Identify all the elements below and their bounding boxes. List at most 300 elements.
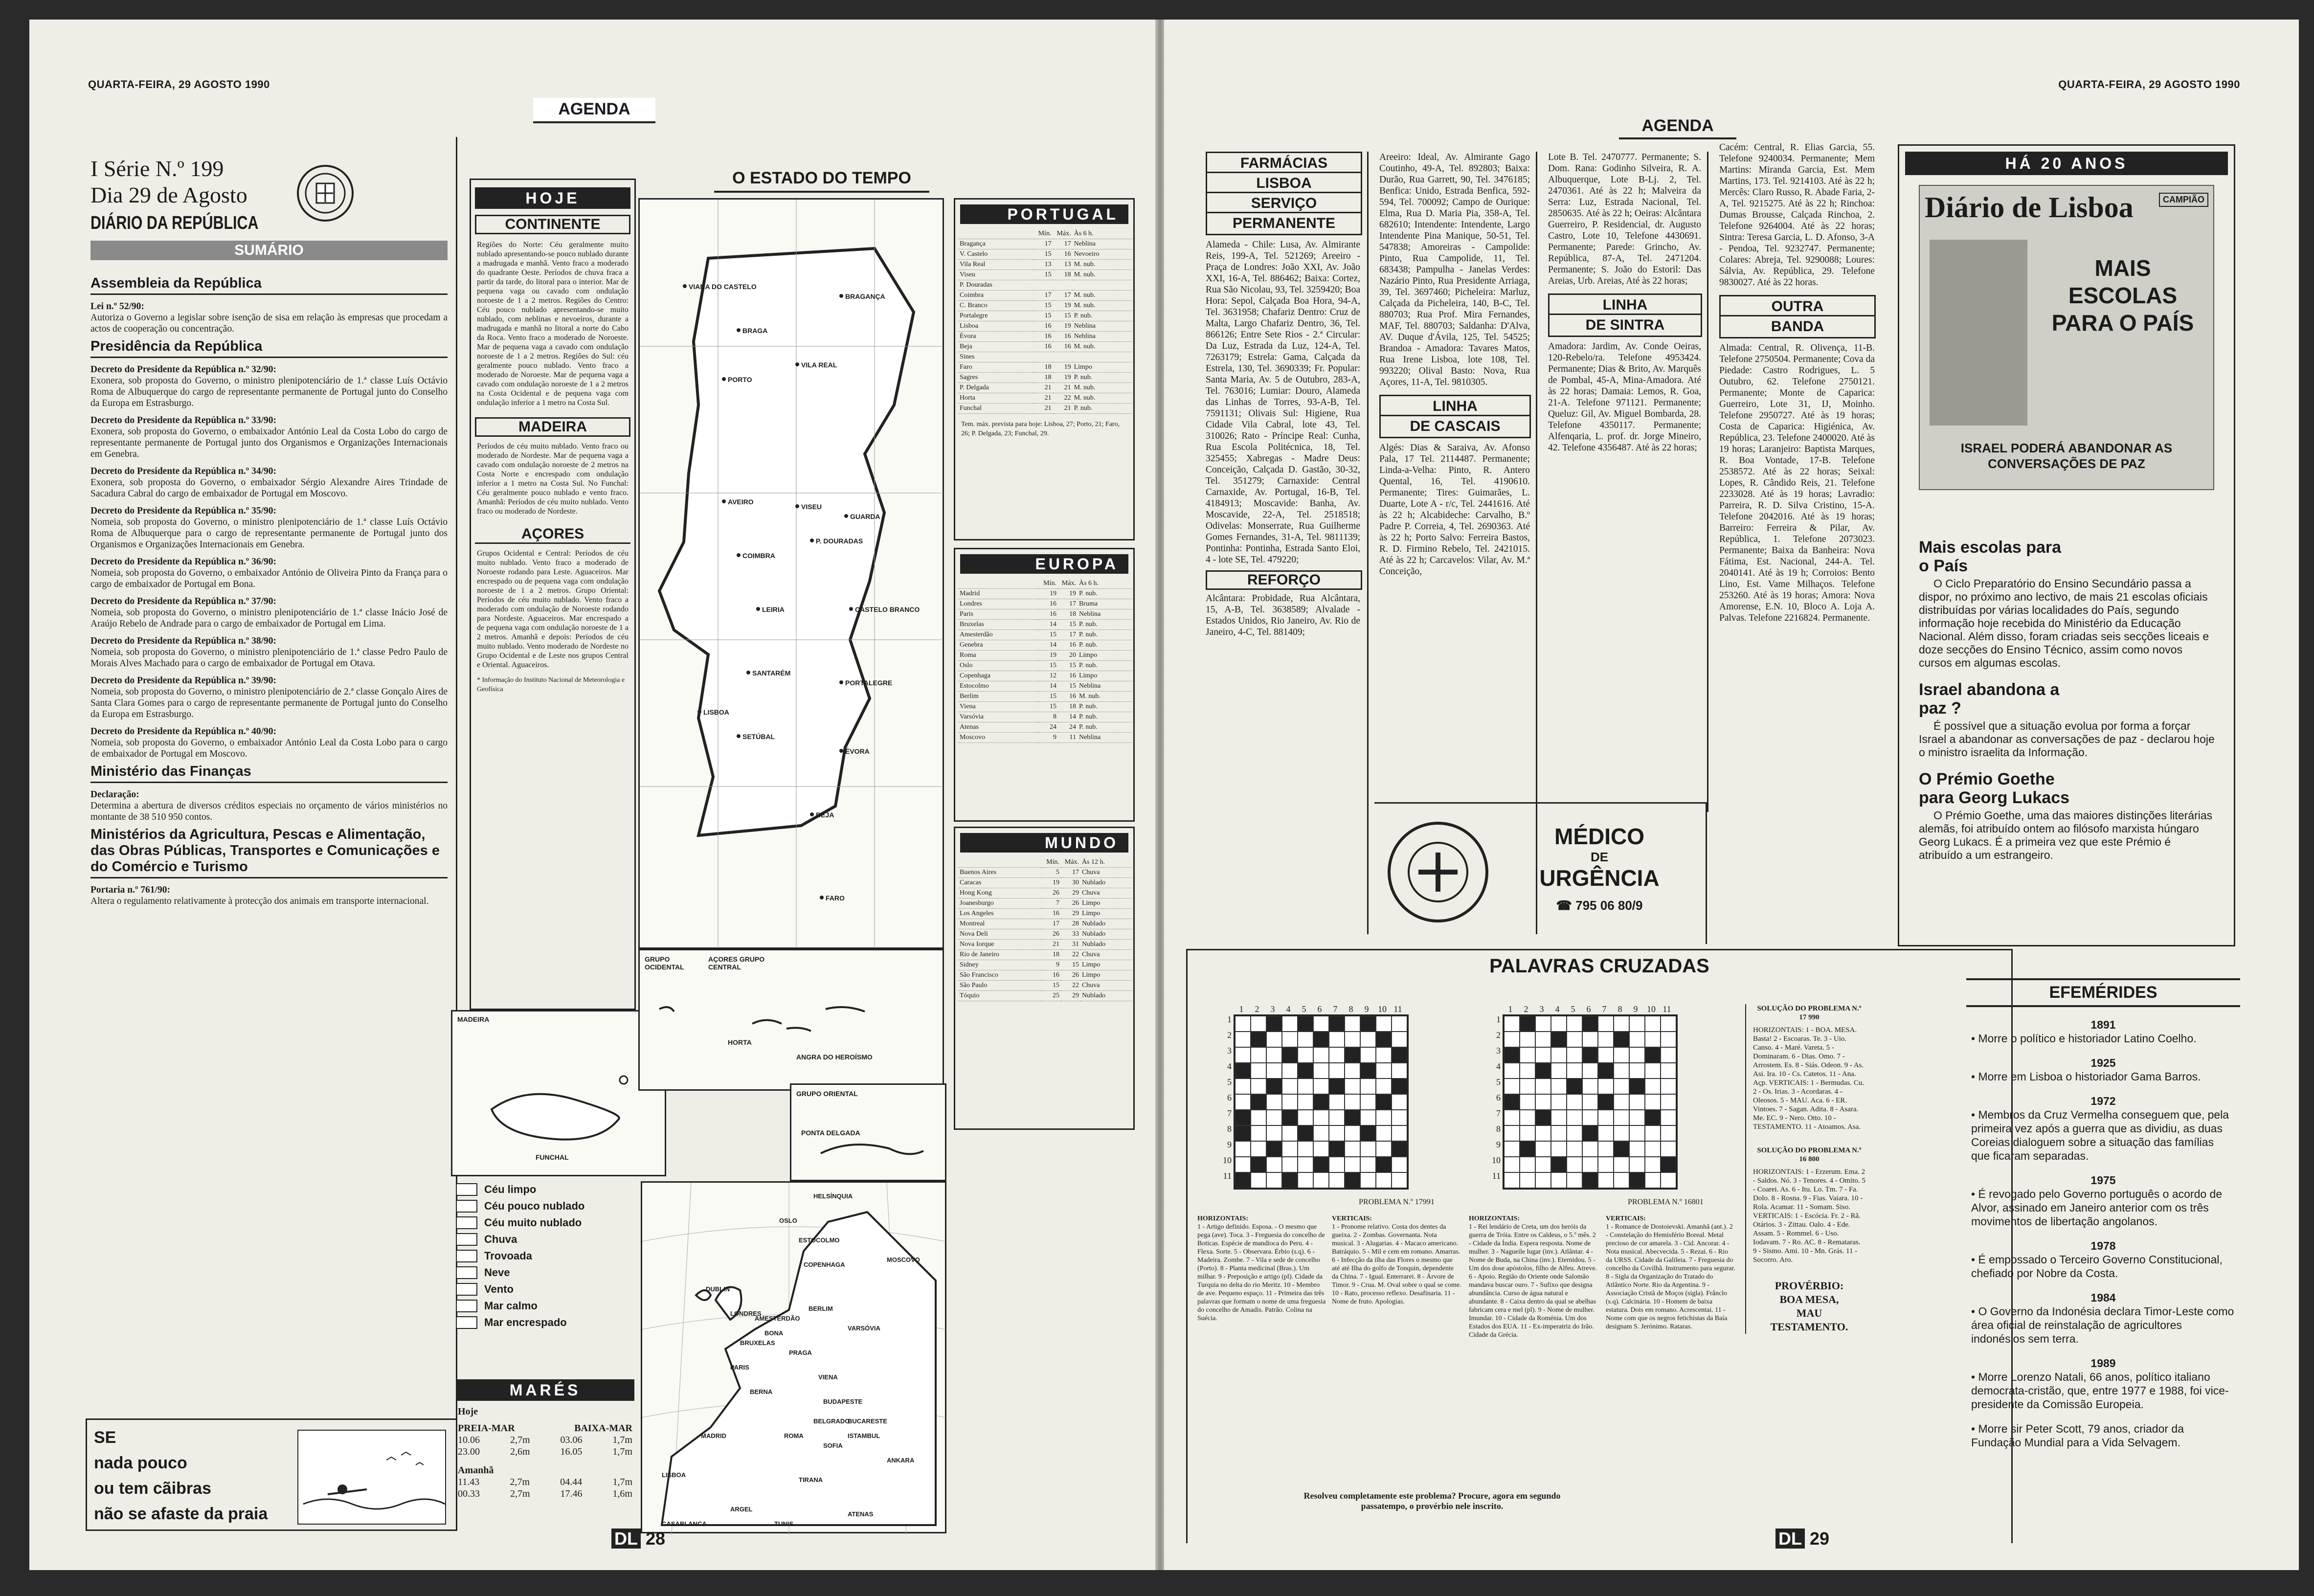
mares-value: 00.33 (458, 1488, 480, 1499)
crossword-black-cell (1329, 1079, 1345, 1094)
efemerides-title: EFEMÉRIDES (1966, 978, 2240, 1007)
europe-city-label: MADRID (701, 1432, 726, 1439)
weather-table-cell: 13 (1053, 260, 1073, 270)
outra-banda-title-2: BANDA (1771, 318, 1824, 335)
weather-table-cell: Tóquio (958, 991, 1041, 1001)
right-page-date: QUARTA-FEIRA, 29 AGOSTO 1990 (2058, 78, 2240, 90)
farmacias-text-4: Cacém: Central, R. Elias Garcia, 55. Telefone 9240034. Permanente; Mem Martins: Miranda Garcia, Est. Mem Martins, 173. Tel. 9214103. Até às 22 h; Mercês: Claro Russo, R. Abade Faria, 2-A, Tel. 9215275. Até às 22 h; Rinchoa: Dumas Brousse, Calçada Rinchoa, 2. Telefone 9264004. Até às 22 horas; Sintra: Teresa Garcia, L. D. Afonso, 3-A - Pendoa, Tel. 9232747. Permanente; Colares: Abreja, Tel. 9290088; Loures: Sálvia, Av. República, 29. Telefone 9830027. Até às 22 horas. (1719, 142, 1875, 288)
crossword-white-cell (1360, 1110, 1376, 1125)
legend-label: Mar encrespado (484, 1316, 567, 1328)
dl-logo-left: DL (611, 1529, 641, 1549)
crossword-black-cell (1235, 1063, 1251, 1079)
weather-table-cell: 16 (1053, 342, 1073, 352)
weather-table-cell: 15 (1038, 692, 1058, 702)
crossword-white-cell (1535, 1094, 1551, 1110)
crossword-white-cell (1645, 1016, 1661, 1032)
crossword-white-cell (1551, 1079, 1567, 1094)
crossword-white-cell (1551, 1047, 1567, 1063)
crossword-black-cell (1661, 1157, 1676, 1172)
weather-table-cell: 26 (1061, 970, 1080, 981)
weather-table-cell: Bruma (1078, 599, 1132, 609)
mares-box (451, 1374, 639, 1531)
weather-table-cell: 21 (1033, 383, 1053, 393)
clipping-photo (1930, 240, 2027, 426)
weather-table-row (958, 342, 1132, 352)
map-city-label: SANTARÉM (752, 669, 791, 677)
map-city-dot (697, 710, 701, 714)
proverbio-3: MAU (1796, 1307, 1822, 1319)
farmacias-col-1 (1201, 152, 1369, 934)
crossword-black-cell (1551, 1032, 1567, 1047)
crossword-white-cell (1298, 1110, 1313, 1125)
weather-table-row (958, 651, 1132, 661)
europe-city-label: HELSÍNQUIA (813, 1192, 853, 1200)
crossword-white-cell (1645, 1079, 1661, 1094)
crossword-black-cell (1582, 1125, 1598, 1141)
crossword-col-number: 4 (1555, 1004, 1560, 1014)
europe-city-label: ESTOCOLMO (799, 1236, 840, 1244)
efemeride-text: • Membros da Cruz Vermelha conseguem que, pela primeira vez após a guerra que as dividiu, as duas Coreias dialoguem sobre a situação das famílias que ficaram separadas. (1971, 1108, 2229, 1162)
map-city-label: VIANA DO CASTELO (689, 283, 757, 291)
weather-table-cell: Londres (958, 599, 1038, 609)
decree-title: Lei n.º 52/90: (90, 301, 144, 312)
weather-table-cell: M. nub. (1078, 692, 1132, 702)
efemeride-year: 1891 (2090, 1018, 2116, 1031)
weather-table-row (958, 878, 1132, 888)
weather-table-row (958, 640, 1132, 651)
crossword-black-cell (1504, 1094, 1520, 1110)
weather-table-cell: 19 (1038, 651, 1058, 661)
weather-table-cell: Chuva (1080, 981, 1132, 991)
medico-line-2: DE (1590, 850, 1609, 864)
crossword-white-cell (1582, 1063, 1598, 1079)
weather-table-cell: Caracas (958, 878, 1041, 888)
europe-city-label: LONDRES (730, 1310, 762, 1317)
clipping-bottom-headline: ISRAEL PODERÁ ABANDONAR AS CONVERSAÇÕES DE PAZ (1960, 441, 2173, 471)
crossword-white-cell (1629, 1141, 1645, 1157)
weather-table-cell (1033, 352, 1053, 362)
map-city-dot (795, 362, 799, 366)
legend-symbol-icon (456, 1316, 477, 1329)
crossword-white-cell (1598, 1047, 1614, 1063)
weather-table-cell: 15 (1033, 311, 1053, 321)
crossword-white-cell (1235, 1047, 1251, 1063)
crossword-white-cell (1582, 1032, 1598, 1047)
map-city-label: BRAGANÇA (845, 292, 885, 300)
crossword-white-cell (1251, 1063, 1266, 1079)
crossword-black-cell (1535, 1110, 1551, 1125)
weather-table-cell: 15 (1058, 681, 1078, 692)
weather-table-cell: 16 (1053, 249, 1073, 260)
crossword-white-cell (1376, 1172, 1392, 1188)
medico-urgencia-box (1374, 802, 1707, 944)
map-city-dot (756, 607, 760, 611)
crossword-white-cell (1535, 1047, 1551, 1063)
dl-logo-right: DL (1775, 1529, 1805, 1549)
crossword-white-cell (1298, 1157, 1313, 1172)
crossword-white-cell (1360, 1094, 1376, 1110)
weather-table-cell: Neblina (1078, 609, 1132, 620)
crossword-col-number: 2 (1255, 1004, 1259, 1014)
page-number-left: 28 (646, 1529, 666, 1549)
crossword-white-cell (1661, 1141, 1676, 1157)
crossword-row-number: 2 (1227, 1030, 1232, 1040)
efemeride-year: 1978 (2090, 1239, 2116, 1252)
crossword-white-cell (1661, 1125, 1676, 1141)
weather-table-row (958, 929, 1132, 940)
weather-table-cell: Sines (958, 352, 1033, 362)
crossword-white-cell (1313, 1125, 1329, 1141)
crossword-black-cell (1614, 1032, 1629, 1047)
weather-table-row (958, 280, 1132, 291)
story-headline: O Prémio Goethe para Georg Lukacs (1919, 770, 2070, 807)
weather-table-cell: 16 (1033, 321, 1053, 332)
crossword-white-cell (1614, 1016, 1629, 1032)
mundo-band: MUNDO (960, 833, 1128, 853)
weather-table-cell: Viena (958, 702, 1038, 712)
weather-table-cell: M. nub. (1073, 301, 1132, 311)
crossword-white-cell (1282, 1016, 1298, 1032)
weather-table-row (958, 291, 1132, 301)
europe-city-label: VIENA (818, 1373, 838, 1381)
decree-body: Exonera, sob proposta do Governo, o ministro plenipotenciário de 1.ª classe Luís Octávio Roma de Albuquerque do cargo de representante permanente de Portugal junto do Conselho da Europa em Estrasburgo. (90, 376, 448, 408)
mares-value: 1,7m (612, 1446, 632, 1457)
map-city-label: COIMBRA (742, 552, 775, 560)
acores-map (638, 949, 944, 1091)
map-city-dot (849, 607, 853, 611)
crossword-white-cell (1313, 1141, 1329, 1157)
crossword-white-cell (1567, 1141, 1582, 1157)
weather-table-cell: 31 (1061, 940, 1080, 950)
weather-table-cell: Limpo (1078, 671, 1132, 681)
weather-table-cell (1073, 352, 1132, 362)
crossword-white-cell (1266, 1094, 1282, 1110)
diario-serie: I Série N.º 199 (90, 156, 224, 181)
weather-table-cell: Berlim (958, 692, 1038, 702)
crossword-white-cell (1313, 1172, 1329, 1188)
weather-table-cell: P. nub. (1073, 404, 1132, 414)
mares-value: 2,6m (510, 1446, 530, 1457)
crossword-white-cell (1504, 1063, 1520, 1079)
crossword-white-cell (1567, 1172, 1582, 1188)
weather-table-cell: P. nub. (1078, 712, 1132, 722)
weather-table-row (958, 702, 1132, 712)
weather-table-cell: Limpo (1080, 899, 1132, 909)
legend-symbol-icon (456, 1283, 477, 1296)
decree-title: Decreto do Presidente da República n.º 38/90: (90, 636, 276, 646)
baixa-mar-label: BAIXA-MAR (574, 1423, 632, 1434)
crossword-grid-2 (1486, 1004, 1678, 1190)
crossword-black-cell (1329, 1141, 1345, 1157)
crossword-col-number: 4 (1286, 1004, 1291, 1014)
crossword-white-cell (1376, 1110, 1392, 1125)
legend-symbol-icon (456, 1266, 477, 1279)
outra-banda-text: Almada: Central, R. Olivença, 11-B. Telefone 2750504. Permanente; Cova da Piedade: Castro Rodrigues, L. 5 Outubro, 62. Telefone 2750121. Permanente; Monte de Caparica: Guerreiro, Lote 31, IJ, Moinho. Telefone 2950727. Até às 19 horas; Costa de Caparica: Higiénica, Av. República, 23. Telefone 2400020. Até às 19 horas; Laranjeiro: Baptista Marques, R. Boa Vontade, 17-B. Telefone 2538572. Até às 22 horas; Seixal: Lopes, R. Cândido Reis, 21. Telefone 2233028. Até às 19 horas; Lavradio: Parreira, R. D. Silva Cristino, 15-A. Telefone 2042016. Até às 19 horas; Barreiro: Ferreira & Pilar, Av. República, 1. Telefone 2073023. Permanente; Baixa da Banheira: Nova Fátima, Est. Nacional, 244-A. Tel. 2040141. Até às 19 h; Corroios: Bento Lino, Est. Vame Milhaços. Telefone 253260. Até às 19 horas; Amora: Nova Amorense, E.N. 10, Bloco A. Loja A. Palvas. Telefone 2216824. Permanente. (1719, 343, 1875, 623)
crossword-white-cell (1598, 1079, 1614, 1094)
crossword-white-cell (1645, 1094, 1661, 1110)
crossword-white-cell (1535, 1016, 1551, 1032)
crossword-white-cell (1535, 1141, 1551, 1157)
map-city-label: LEIRIA (762, 606, 785, 613)
efemeride-text: • É revogado pelo Governo português o acordo de Alvor, assinado em Janeiro anterior com os três movimentos de libertação angolanos. (1971, 1188, 2223, 1228)
weather-table-row (958, 981, 1132, 991)
weather-table-cell: 29 (1061, 991, 1080, 1001)
weather-table-cell: Montreal (958, 919, 1041, 929)
acores-text: Grupos Ocidental e Central: Períodos de céu muito nublado. Vento fraco a moderado de Noroeste rodando para Leste. Aguaceiros. Mar encrespado ou de pequena vaga com ondulação noroeste de 1 a 2 metros. Grupo Oriental: Períodos de céu muito nublado. Vento fraco a moderado com ondulação de Noroeste rodando para Nordeste. Aguaceiros. Mar encrespado a de pequena vaga com ondulação noroeste de 1 a 2 metros. Amanhã e depois: Períodos de céu muito nublado. Vento moderado de Nordeste no Grupo Ocidental e de Leste nos grupos Central e Oriental. Aguaceiros. (477, 549, 629, 669)
crossword-white-cell (1520, 1094, 1535, 1110)
right-page (1164, 20, 2299, 1570)
crossword-white-cell (1266, 1047, 1282, 1063)
crossword-row-numbers (1217, 1014, 1234, 1190)
reforco-title: REFORÇO (1206, 570, 1362, 590)
crossword-black-cell (1567, 1079, 1582, 1094)
weather-table-cell: 17 (1041, 919, 1061, 929)
weather-table-cell: Sagres (958, 373, 1033, 383)
weather-table-row (958, 671, 1132, 681)
crossword-black-cell (1313, 1032, 1329, 1047)
crossword-white-cell (1661, 1110, 1676, 1125)
map-city-dot (810, 539, 814, 542)
weather-table-cell: 19 (1053, 321, 1073, 332)
crossword-grid (1234, 1014, 1409, 1190)
mundo-table: Mín. Máx. Às 12 h. Buenos Aires 5 17 Chuva Caracas 19 30 Nublado Hong Kong 26 29 Chuva Joanesburgo 7 26 Limpo Los Angeles 16 29 Limpo Montreal 17 28 Nublado Nova Deli 26 33 Nublado Nova Iorque 21 31 Nublado Rio de Janeiro 18 22 Chuva Sidney 9 15 Limpo São Francisco 16 26 Limpo São Paulo 15 22 Chuva Tóquio 25 29 Nublado (958, 857, 1132, 1001)
crossword-row-number: 9 (1227, 1140, 1232, 1149)
weather-table-cell: M. nub. (1073, 393, 1132, 404)
crossword-white-cell (1551, 1016, 1567, 1032)
weather-table-cell: Chuva (1080, 868, 1132, 878)
mares-value: 23.00 (458, 1446, 480, 1457)
crossword-white-cell (1313, 1110, 1329, 1125)
crossword-row-number: 1 (1227, 1014, 1232, 1024)
weather-table-cell: 15 (1053, 311, 1073, 321)
weather-table-row (958, 260, 1132, 270)
weather-table-cell: Neblina (1078, 733, 1132, 743)
weather-table-cell: Vila Real (958, 260, 1033, 270)
europe-city-label: MOSCOVO (887, 1256, 920, 1263)
crossword-white-cell (1392, 1016, 1407, 1032)
weather-table-cell: Los Angeles (958, 909, 1041, 919)
crossword-white-cell (1392, 1172, 1407, 1188)
weather-table-cell: Coimbra (958, 291, 1033, 301)
crossword-black-cell (1251, 1157, 1266, 1172)
legend-label: Neve (484, 1266, 510, 1279)
weather-table-cell: 15 (1058, 661, 1078, 671)
horizontais-2-title: HORIZONTAIS: (1469, 1215, 1520, 1222)
crossword-white-cell (1645, 1157, 1661, 1172)
crossword-white-cell (1520, 1125, 1535, 1141)
weather-table-cell: 16 (1041, 909, 1061, 919)
weather-table-cell: 16 (1033, 332, 1053, 342)
crossword-white-cell (1629, 1125, 1645, 1141)
medico-phone: 795 06 80/9 (1575, 898, 1643, 913)
mundo-table-box (954, 827, 1135, 1130)
crossword-col-number: 3 (1539, 1004, 1544, 1014)
crossword-white-cell (1360, 1079, 1376, 1094)
europe-city-label: SOFIA (823, 1442, 843, 1449)
map-city-dot (737, 553, 741, 557)
crossword-col-number: 6 (1317, 1004, 1322, 1014)
crossword-white-cell (1235, 1141, 1251, 1157)
weather-table-cell: P. nub. (1078, 589, 1132, 599)
europa-band: EUROPA (960, 554, 1128, 574)
crossword-white-cell (1329, 1110, 1345, 1125)
map-city-dot (737, 328, 741, 332)
weather-table-cell: Paris (958, 609, 1038, 620)
map-city-dot (683, 284, 687, 288)
crossword-white-cell (1614, 1094, 1629, 1110)
weather-table-row (958, 940, 1132, 950)
farmacias-title-2: LISBOA (1207, 175, 1361, 193)
weather-table-cell: 17 (1058, 630, 1078, 640)
agenda-tab-right: AGENDA (1619, 115, 1736, 139)
crossword-white-cell (1567, 1063, 1582, 1079)
crossword-white-cell (1645, 1063, 1661, 1079)
weather-table-cell: M. nub. (1073, 260, 1132, 270)
weather-table-cell: Limpo (1078, 651, 1132, 661)
crossword-body (1486, 1014, 1678, 1190)
weather-table-cell: Nublado (1080, 878, 1132, 888)
weather-table-cell: 14 (1038, 640, 1058, 651)
weather-table-cell: 17 (1053, 291, 1073, 301)
crossword-white-cell (1504, 1172, 1520, 1188)
farmacias-title-3: SERVIÇO (1207, 195, 1361, 213)
efemeride-text: • Morre o político e historiador Latino Coelho. (1971, 1032, 2197, 1045)
weather-table-cell: Bruxelas (958, 620, 1038, 630)
phone-icon: ☎ (1556, 898, 1572, 913)
weather-table-cell: 19 (1038, 589, 1058, 599)
crossword-white-cell (1392, 1032, 1407, 1047)
crossword-black-cell (1629, 1079, 1645, 1094)
weather-table-row (958, 270, 1132, 280)
crossword-white-cell (1598, 1141, 1614, 1157)
weather-table-cell: Limpo (1080, 960, 1132, 970)
crossword-white-cell (1251, 1125, 1266, 1141)
verticais-2: 1 - Romance de Dostoievski. Amanhã (ant.). 2 - Constelação do Hemisfério Boreal. Metal precioso de cor amarela. 3 - Cid. Ancorar. 4 - Nota musical. Abecvecida. 5 - Rezai. 6 - Rio da URSS. Cidade da Galileia. 7 - Freguesia do concelho da Covilhã. Instrumento para segurar. 8 - Sigla da Organização do Tratado do Atlântico Norte. Rio da Argentina. 9 - Associação Cristã de Moços (sigla). Frânclo (s.q). Calcinária. 10 - Homem de baixa estatura. Dois em romano. Acrescentai. 11 - Nome com que os negros fetichistas da Baía designam S. Jerónimo. Rataras. (1606, 1223, 1735, 1330)
legend-symbol-icon (456, 1300, 477, 1312)
weather-table-cell (1073, 280, 1132, 291)
crossword-column-numbers (1503, 1004, 1678, 1014)
weather-table-row (958, 393, 1132, 404)
cascais-text: Algés: Dias & Saraiva, Av. Afonso Pala, 17 Tel. 2114487. Permanente; Linda-a-Velha: Pinto, R. Antero Quental, 16, Tel. 4190610. Permanente; Tires: Guimarães, L. Duarte, Lote A - r/c, Tel. 2441616. Até às 22 h; Alcabideche: Carvalho, B.º Padre P. Correia, 4, Tel. 2690363. Até às 22 h; Porto Salvo: Ferreira Bastos, R. D. Firmino Rebelo, Tel. 2421015. Até às 22 h; Carcavelos: Vilar, Av. M.ª Conceição, (1379, 443, 1530, 577)
crossword-grid (1503, 1014, 1678, 1190)
weather-table-cell: 20 (1058, 651, 1078, 661)
crossword-row-number: 10 (1223, 1155, 1232, 1165)
decree-title: Decreto do Presidente da República n.º 35/90: (90, 506, 276, 516)
crossword-white-cell (1298, 1141, 1313, 1157)
story-body: O Prémio Goethe, uma das maiores distinções literárias alemãs, foi atribuído ontem ao filósofo marxista húngaro Georg Lukacs. É a primeira vez que este Prémio é atribuído a um estrangeiro. (1919, 809, 2213, 861)
clipping-stamp: CAMPIÃO (2159, 193, 2208, 207)
weather-table-row (958, 362, 1132, 373)
weather-table-row (958, 991, 1132, 1001)
crossword-white-cell (1645, 1172, 1661, 1188)
weather-table-cell: 16 (1053, 332, 1073, 342)
weather-table-cell: Nevoeiro (1073, 249, 1132, 260)
europe-city-label: PARIS (730, 1364, 749, 1371)
medico-line-1: MÉDICO (1554, 824, 1644, 849)
map-city-label: PORTALEGRE (845, 679, 893, 687)
weather-table-cell: 30 (1061, 878, 1080, 888)
crossword-black-cell (1329, 1016, 1345, 1032)
crossword-white-cell (1298, 1047, 1313, 1063)
crossword-white-cell (1313, 1016, 1329, 1032)
weather-table-cell: Genebra (958, 640, 1038, 651)
crossword-row-number: 8 (1227, 1124, 1232, 1134)
hoje-column (470, 179, 636, 1010)
weather-table-cell: Neblina (1073, 321, 1132, 332)
weather-table-cell: P. nub. (1078, 640, 1132, 651)
weather-table-row (958, 661, 1132, 671)
crossword-white-cell (1345, 1079, 1360, 1094)
map-city-label: CASTELO BRANCO (855, 606, 920, 613)
portugal-map (638, 198, 944, 949)
weather-table-cell: 16 (1041, 970, 1061, 981)
europe-city-label: BONA (764, 1329, 784, 1337)
map-city-label: FARO (826, 894, 845, 902)
mares-value: 03.06 (560, 1435, 583, 1445)
crossword-black-cell (1235, 1110, 1251, 1125)
crossword-white-cell (1504, 1157, 1520, 1172)
portugal-band: PORTUGAL (960, 204, 1128, 224)
weather-table-cell: M. nub. (1073, 270, 1132, 280)
legend-label: Céu muito nublado (484, 1216, 582, 1229)
crossword-col-number: 9 (1633, 1004, 1638, 1014)
weather-table-cell: Nublado (1080, 991, 1132, 1001)
map-city-dot (722, 377, 726, 381)
crossword-white-cell (1251, 1172, 1266, 1188)
weather-table-cell: P. nub. (1078, 630, 1132, 640)
weather-table-cell: P. nub. (1078, 702, 1132, 712)
weather-table-cell: 18 (1053, 270, 1073, 280)
acores-label-3: ANGRA DO HEROÍSMO (796, 1053, 873, 1061)
weather-table-row (958, 970, 1132, 981)
weather-table-cell: 24 (1058, 722, 1078, 733)
weather-table-row (958, 301, 1132, 311)
weather-table-row (958, 332, 1132, 342)
story-body: O Ciclo Preparatório do Ensino Secundário passa a dispor, no próximo ano lectivo, de mais 21 escolas oficiais distribuídas por várias localidades do País, segundo informação hoje recebida do Ministério da Educação Nacional. Além disso, foram criadas seis secções liceais e doze secções do Ensino Técnico, assim como novos cursos em algumas escolas. (1919, 577, 2209, 669)
weather-table-cell: 26 (1041, 888, 1061, 899)
crossword-white-cell (1345, 1125, 1360, 1141)
decree-body: Exonera, sob proposta do Governo, o embaixador Sérgio Alexandre Aires Trindade de Sacadura Cabral do cargo de embaixador de Portugal em Moscovo. (90, 477, 448, 499)
weather-table-cell: 21 (1041, 940, 1061, 950)
madeira-map-label: MADEIRA (457, 1015, 490, 1023)
efemeride-text: • Morre Lorenzo Natali, 66 anos, político italiano democrata-cristão, que, entre 1977 e 1988, foi vice-presidente da Comissão Europeia. (1971, 1371, 2229, 1411)
diario-lisboa-clipping (1919, 185, 2214, 490)
crossword-white-cell (1266, 1125, 1282, 1141)
crossword-white-cell (1614, 1110, 1629, 1125)
mares-value: 2,7m (510, 1488, 530, 1499)
decree-title: Decreto do Presidente da República n.º 37/90: (90, 596, 276, 607)
weather-table-cell: 16 (1058, 692, 1078, 702)
crossword-white-cell (1661, 1094, 1676, 1110)
palavras-cruzadas-title: PALAVRAS CRUZADAS (1489, 955, 1709, 977)
sumario-bar: SUMÁRIO (90, 241, 448, 260)
crossword-black-cell (1392, 1079, 1407, 1094)
weather-table-cell: Nublado (1080, 919, 1132, 929)
crossword-white-cell (1614, 1079, 1629, 1094)
crossword-white-cell (1520, 1110, 1535, 1125)
crossword-row-number: 11 (1492, 1171, 1501, 1181)
crossword-white-cell (1345, 1063, 1360, 1079)
weather-table-cell: 29 (1061, 888, 1080, 899)
proverbio-4: TESTAMENTO. (1770, 1321, 1848, 1333)
map-city-dot (839, 680, 843, 684)
crossword-white-cell (1266, 1032, 1282, 1047)
weather-table-cell: P. nub. (1078, 620, 1132, 630)
map-city-label: BRAGA (742, 327, 768, 335)
decree-body: Determina a abertura de diversos créditos especiais no orçamento de vários ministérios no montante de 38 510 950 contos. (90, 801, 448, 822)
weather-table-cell: 7 (1041, 899, 1061, 909)
continente-title: CONTINENTE (475, 215, 630, 234)
